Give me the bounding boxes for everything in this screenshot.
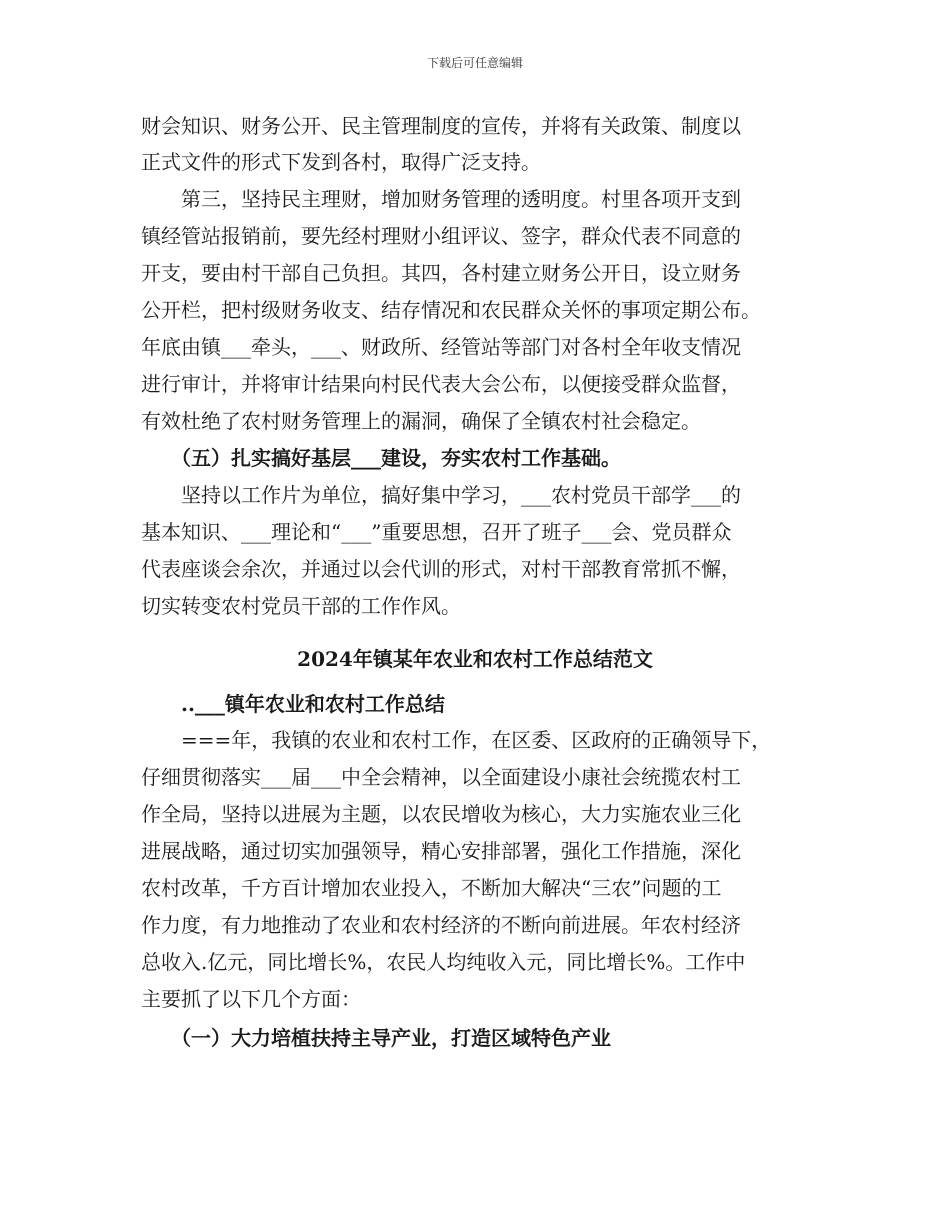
paragraph-line: 年底由镇___牵头，___、财政所、经管站等部门对各村全年收支情况	[141, 335, 741, 359]
paragraph-line: 作全局，坚持以进展为主题，以农民增收为核心，大力实施农业三化	[141, 802, 741, 826]
paragraph-line: 坚持以工作片为单位，搞好集中学习，___农村党员干部学___的	[141, 483, 741, 507]
paragraph-line: 第三，坚持民主理财，增加财务管理的透明度。村里各项开支到	[141, 187, 741, 211]
paragraph-line: 开支，要由村干部自己负担。其四，各村建立财务公开日，设立财务	[141, 261, 741, 285]
section-heading: （一）大力培植扶持主导产业，打造区域特色产业	[141, 1026, 611, 1050]
paragraph-line: 进行审计，并将审计结果向村民代表大会公布，以便接受群众监督，	[141, 372, 741, 396]
section-heading: ..___镇年农业和农村工作总结	[141, 692, 445, 716]
paragraph-line: 正式文件的形式下发到各村，取得广泛支持。	[141, 150, 541, 174]
paragraph-line: 切实转变农村党员干部的工作作风。	[141, 594, 461, 618]
paragraph-line: 主要抓了以下几个方面：	[141, 987, 361, 1011]
paragraph-line: 进展战略，通过切实加强领导，精心安排部署，强化工作措施，深化	[141, 839, 741, 863]
paragraph-line: 仔细贯彻落实___届___中全会精神，以全面建设小康社会统揽农村工	[141, 765, 741, 789]
paragraph-line: 农村改革，千方百计增加农业投入，不断加大解决“三农”问题的工	[141, 876, 722, 900]
paragraph-line: 有效杜绝了农村财务管理上的漏洞，确保了全镇农村社会稳定。	[141, 409, 701, 433]
paragraph-line: 代表座谈会余次，并通过以会代训的形式，对村干部教育常抓不懈，	[141, 557, 741, 581]
document-title: 2024年镇某年农业和农村工作总结范文	[297, 647, 653, 671]
paragraph-line: 作力度，有力地推动了农业和农村经济的不断向前进展。年农村经济	[141, 913, 741, 937]
section-heading: （五）扎实搞好基层___建设，夯实农村工作基础。	[141, 446, 621, 470]
paragraph-line: ===年，我镇的农业和农村工作，在区委、区政府的正确领导下，	[141, 728, 772, 752]
paragraph-line: 总收入.亿元，同比增长%，农民人均纯收入元，同比增长%。工作中	[141, 950, 746, 974]
paragraph-line: 镇经管站报销前，要先经村理财小组评议、签字，群众代表不同意的	[141, 224, 741, 248]
paragraph-line: 财会知识、财务公开、民主管理制度的宣传，并将有关政策、制度以	[141, 114, 741, 138]
page-header: 下载后可任意编辑	[426, 56, 523, 70]
paragraph-line: 基本知识、___理论和“___”重要思想，召开了班子___会、党员群众	[141, 520, 732, 544]
paragraph-line: 公开栏，把村级财务收支、结存情况和农民群众关怀的事项定期公布。	[141, 298, 761, 322]
